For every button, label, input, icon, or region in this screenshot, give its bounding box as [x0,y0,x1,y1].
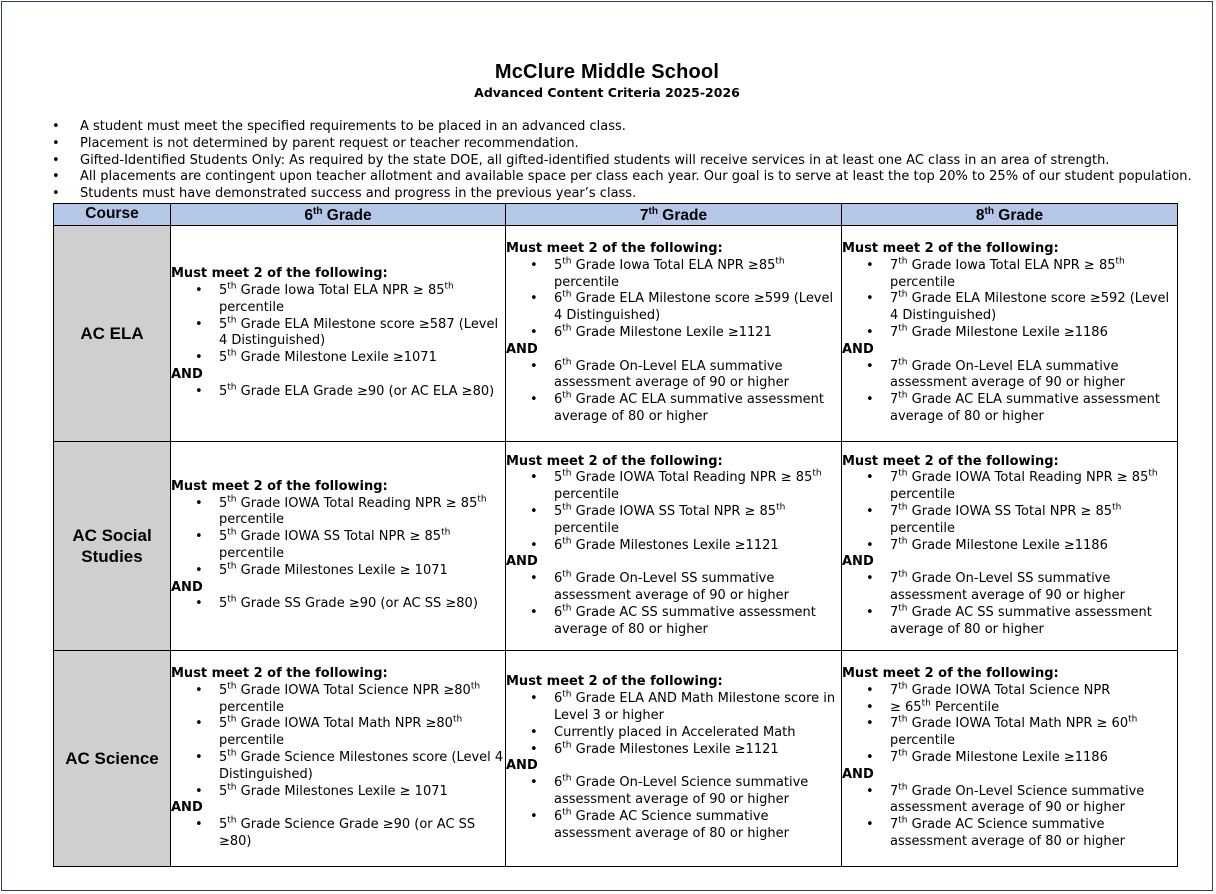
course-ac-social-studies: AC Social Studies [54,441,171,650]
requirement-list [171,283,505,367]
requirement-list [506,258,841,342]
requirement-item: • 6th Grade On-Level Science summative assessment average of 90 or higher [506,775,841,809]
criteria-cell [171,650,506,866]
requirement-item: • 7th Grade IOWA Total Reading NPR ≥ 85th percentile [842,470,1177,504]
requirement-list [171,683,505,801]
criteria-cell [842,650,1178,866]
requirement-list [506,691,841,758]
header-grade-8: 8th Grade [842,204,1178,226]
requirement-list [842,571,1177,638]
requirement-item: • 5th Grade IOWA Total Reading NPR ≥ 85th percentile [506,470,841,504]
criteria-cell [842,225,1178,441]
requirement-item: • 6th Grade Milestones Lexile ≥1121 [506,538,841,555]
requirement-list [842,470,1177,554]
document-page [1,1,1213,891]
requirement-item: • 5th Grade Milestones Lexile ≥ 1071 [171,563,505,580]
page-title: McClure Middle School [494,61,720,83]
requirement-list [171,496,505,580]
requirement-item: • 5th Grade SS Grade ≥90 (or AC SS ≥80) [171,596,505,613]
and-label: AND [171,367,203,383]
note-item: • Students must have demonstrated success and progress in the previous year’s class. [52,186,1192,203]
requirement-item: • 6th Grade AC ELA summative assessment average of 80 or higher [506,392,841,426]
note-item: • All placements are contingent upon teacher allotment and available space per class each year. Our goal is to serve at least the top 20% to 25% of our student population. [52,169,1192,186]
requirement-item: • 5th Grade IOWA SS Total NPR ≥ 85th percentile [506,504,841,538]
course-ac-science: AC Science [54,650,171,866]
requirement-item: • 6th Grade On-Level ELA summative assessment average of 90 or higher [506,359,841,393]
table-row [54,650,1178,866]
note-item: • Gifted-Identified Students Only: As required by the state DOE, all gifted-identified students will receive services in at least one AC class in an area of strength. [52,153,1192,170]
must-meet-label: Must meet 2 of the following: [171,478,388,494]
criteria-cell [171,225,506,441]
header-grade-6: 6th Grade [171,204,506,226]
must-meet-label: Must meet 2 of the following: [506,453,723,469]
requirement-item: • 7th Grade AC ELA summative assessment average of 80 or higher [842,392,1177,426]
requirement-item: • 5th Grade IOWA SS Total NPR ≥ 85th percentile [171,529,505,563]
requirement-item: • 5th Grade IOWA Total Science NPR ≥80th percentile [171,683,505,717]
must-meet-label: Must meet 2 of the following: [842,666,1059,682]
requirement-item: • 5th Grade IOWA Total Reading NPR ≥ 85th percentile [171,496,505,530]
must-meet-label: Must meet 2 of the following: [842,241,1059,257]
requirement-item: • ≥ 65th Percentile [842,700,1177,717]
requirement-item: • 7th Grade Milestone Lexile ≥1186 [842,538,1177,555]
header-grade-7: 7th Grade [506,204,842,226]
requirement-item: • 7th Grade IOWA Total Science NPR [842,683,1177,700]
requirement-item: • 7th Grade On-Level SS summative assessment average of 90 or higher [842,571,1177,605]
criteria-cell [842,441,1178,650]
requirement-list [506,775,841,842]
requirement-item: • 6th Grade Milestones Lexile ≥1121 [506,742,841,759]
requirement-item: • 7th Grade IOWA SS Total NPR ≥ 85th percentile [842,504,1177,538]
requirement-list [171,384,505,401]
requirement-item: • 7th Grade ELA Milestone score ≥592 (Level 4 Distinguished) [842,291,1177,325]
must-meet-label: Must meet 2 of the following: [171,266,388,282]
note-item: • A student must meet the specified requirements to be placed in an advanced class. [52,119,1192,136]
requirement-item: • 6th Grade Milestone Lexile ≥1121 [506,325,841,342]
requirement-item: • 5th Grade Iowa Total ELA NPR ≥85th percentile [506,258,841,292]
criteria-table [53,203,1178,867]
requirement-item: • 5th Grade Science Milestones score (Level 4 Distinguished) [171,750,505,784]
requirement-item: • 7th Grade On-Level Science summative assessment average of 90 or higher [842,784,1177,818]
criteria-notes [52,119,1192,203]
requirement-list [842,359,1177,426]
requirement-item: • 6th Grade AC SS summative assessment average of 80 or higher [506,605,841,639]
requirement-item: • Currently placed in Accelerated Math [506,725,841,742]
requirement-item: • 5th Grade IOWA Total Math NPR ≥80th percentile [171,716,505,750]
and-label: AND [506,341,538,357]
requirement-item: • 5th Grade Iowa Total ELA NPR ≥ 85th percentile [171,283,505,317]
requirement-list [506,470,841,554]
requirement-item: • 6th Grade ELA AND Math Milestone score in Level 3 or higher [506,691,841,725]
requirement-item: • 5th Grade Science Grade ≥90 (or AC SS ≥80) [171,817,505,851]
requirement-item: • 7th Grade AC Science summative assessment average of 80 or higher [842,817,1177,851]
requirement-list [506,359,841,426]
requirement-item: • 5th Grade Milestones Lexile ≥ 1071 [171,784,505,801]
criteria-cell [506,650,842,866]
requirement-list [171,817,505,851]
requirement-item: • 7th Grade IOWA Total Math NPR ≥ 60th percentile [842,716,1177,750]
table-row [54,441,1178,650]
requirement-item: • 7th Grade AC SS summative assessment average of 80 or higher [842,605,1177,639]
course-ac-ela: AC ELA [54,225,171,441]
must-meet-label: Must meet 2 of the following: [506,674,723,690]
criteria-cell [506,441,842,650]
requirement-item: • 7th Grade Milestone Lexile ≥1186 [842,325,1177,342]
requirement-item: • 6th Grade On-Level SS summative assessment average of 90 or higher [506,571,841,605]
table-row [54,225,1178,441]
requirement-item: • 5th Grade ELA Grade ≥90 (or AC ELA ≥80) [171,384,505,401]
requirement-item: • 7th Grade Iowa Total ELA NPR ≥ 85th percentile [842,258,1177,292]
requirement-item: • 6th Grade ELA Milestone score ≥599 (Level 4 Distinguished) [506,291,841,325]
header-course: Course [54,204,171,226]
requirement-item: • 7th Grade On-Level ELA summative assessment average of 90 or higher [842,359,1177,393]
and-label: AND [842,341,874,357]
and-label: AND [506,554,538,570]
must-meet-label: Must meet 2 of the following: [842,453,1059,469]
criteria-cell [506,225,842,441]
requirement-item: • 5th Grade Milestone Lexile ≥1071 [171,350,505,367]
requirement-item: • 5th Grade ELA Milestone score ≥587 (Level 4 Distinguished) [171,317,505,351]
requirement-list [842,258,1177,342]
requirement-list [842,784,1177,851]
criteria-cell [171,441,506,650]
must-meet-label: Must meet 2 of the following: [506,241,723,257]
requirement-list [506,571,841,638]
and-label: AND [842,766,874,782]
requirement-item: • 7th Grade Milestone Lexile ≥1186 [842,750,1177,767]
requirement-list [842,683,1177,767]
note-item: • Placement is not determined by parent request or teacher recommendation. [52,136,1192,153]
table-header-row [54,204,1178,226]
and-label: AND [842,554,874,570]
and-label: AND [171,579,203,595]
requirement-item: • 6th Grade AC Science summative assessment average of 80 or higher [506,809,841,843]
requirement-list [171,596,505,613]
and-label: AND [171,800,203,816]
and-label: AND [506,758,538,774]
must-meet-label: Must meet 2 of the following: [171,666,388,682]
page-subtitle: Advanced Content Criteria 2025-2026 [474,85,740,100]
